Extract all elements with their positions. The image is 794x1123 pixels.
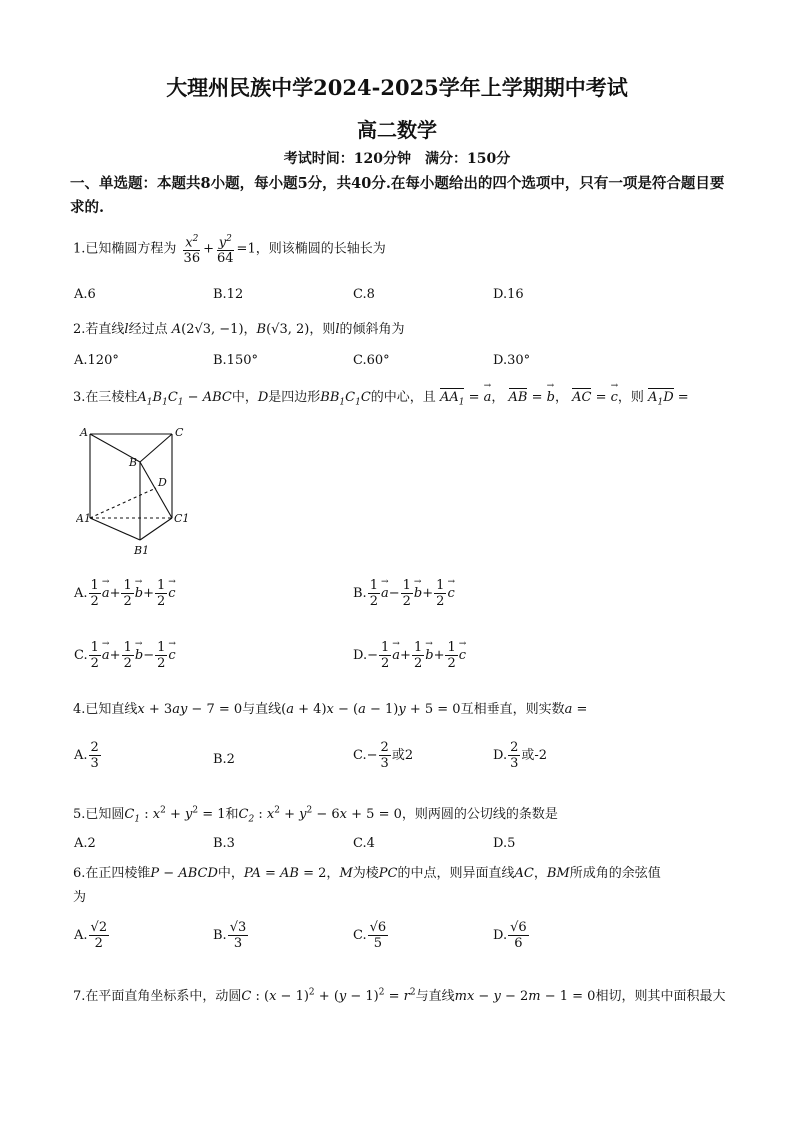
q5-prefix: 5.已知圆: [73, 807, 125, 822]
question-2: 2.若直线l经过点 A(2√3, −1)，B(√3, 2)，则l的倾斜角为: [73, 322, 405, 337]
q2-end: 的倾斜角为: [339, 322, 405, 337]
q4-prefix: 4.已知直线: [73, 702, 138, 717]
q6-mid4: 的中点，则异面直线: [397, 866, 515, 881]
q4-option-c[interactable]: C.− $\frac{2}{3}$ 或2: [353, 740, 414, 771]
q7-suffix: 相切，则其中面积最大: [595, 989, 726, 1004]
q3-prefix: 3.在三棱柱: [73, 390, 138, 405]
exam-title: 大理州民族中学2024-2025学年上学期期中考试: [166, 75, 628, 100]
q5-option-a[interactable]: A.2: [74, 836, 96, 851]
q4-suffix: 互相垂直，则实数: [460, 702, 565, 717]
q6-line1: 6.在正四棱锥: [73, 866, 151, 881]
q3-end: ，则: [617, 390, 644, 405]
q4-option-b[interactable]: B.2: [213, 752, 235, 767]
question-1: 1.已知椭圆方程为 $\frac{x^2}{36}$ + $\frac{y^2}{64}$ =1，则该椭圆的长轴长为: [73, 234, 386, 267]
q6-a-label: A.: [74, 928, 88, 943]
q6-mid6: 所成角的余弦值: [569, 866, 661, 881]
question-3: 3.在三棱柱$A_1B_1C_1$ − ABC中，D是四边形$BB_1C_1C$的中心，且 $AA_1$ = → a， AB = → b， AC = → c，则 $A_1D$ =: [73, 386, 689, 408]
q3-option-a[interactable]: A. $\frac{1}{2}$ → a+ $\frac{1}{2}$ → b+ $\frac{1}{2}$ → c: [74, 578, 176, 609]
section-heading: 一、单选题：本题共8小题，每小题5分，共40分.在每小题给出的四个选项中，只有一项是符合题目要求的.: [70, 175, 725, 216]
q6-mid1: 中，: [217, 866, 244, 881]
q6-option-c[interactable]: C. $\frac{√6}{5}$: [353, 920, 387, 951]
q1-option-b[interactable]: B.12: [213, 287, 244, 302]
q3-d-label: D.: [353, 648, 368, 663]
q5-option-d[interactable]: D.5: [493, 836, 516, 851]
question-4: 4.已知直线x + 3ay − 7 = 0与直线(a + 4)x − (a − 1)y + 5 = 0互相垂直，则实数a =: [73, 702, 588, 717]
q6-option-d[interactable]: D. $\frac{√6}{6}$: [493, 920, 527, 951]
q6-mid2: ，: [326, 866, 340, 881]
q3-mid2: 是四边形: [268, 390, 321, 405]
q7-mid: 与直线: [415, 989, 455, 1004]
q4-option-d[interactable]: D. $\frac{2}{3}$ 或-2: [493, 740, 548, 771]
q4-option-a[interactable]: A. $\frac{2}{3}$: [74, 740, 99, 771]
question-6-line-1: 6.在正四棱锥P − ABCD中，PA = AB = 2，M为棱PC的中点，则异面直线AC，BM所成角的余弦值: [73, 866, 661, 881]
q1-prefix: 1.已知椭圆方程为: [73, 241, 177, 257]
figure-label-a1: A1: [76, 512, 91, 525]
q2-prefix: 2.若直线: [73, 322, 125, 337]
q6-mid5: ，: [533, 866, 547, 881]
q6-d-label: D.: [493, 928, 508, 943]
q4-c-label: C.: [353, 748, 367, 763]
q2-suffix: ，则: [309, 322, 336, 337]
q6-b-label: B.: [213, 928, 227, 943]
q7-prefix: 7.在平面直角坐标系中，动圆: [73, 989, 242, 1004]
q4-d-or: 或-2: [521, 748, 548, 763]
q2-option-c[interactable]: C.60°: [353, 353, 390, 368]
q3-option-b[interactable]: B. $\frac{1}{2}$ → a− $\frac{1}{2}$ → b+ $\frac{1}{2}$ → c: [353, 578, 455, 609]
figure-label-c1: C1: [174, 512, 190, 525]
q4-c-or: 或2: [391, 748, 414, 763]
q3-c-label: C.: [74, 648, 88, 663]
q6-option-a[interactable]: A. $\frac{√2}{2}$: [74, 920, 108, 951]
figure-label-d: D: [158, 476, 167, 489]
q1-frac-x: $\frac{x^2}{36}$: [183, 234, 201, 267]
q5-option-c[interactable]: C.4: [353, 836, 375, 851]
exam-subject: 高二数学: [357, 118, 437, 142]
q2-option-d[interactable]: D.30°: [493, 353, 531, 368]
q5-suffix: ，则两圆的公切线的条数是: [401, 807, 558, 822]
q4-a-label: A.: [74, 748, 88, 763]
figure-label-b: B: [129, 456, 138, 469]
figure-label-c: C: [175, 426, 184, 439]
q4-mid: 与直线: [242, 702, 282, 717]
prism-figure: [76, 422, 196, 562]
q5-mid: 和: [225, 807, 239, 822]
q3-b-label: B.: [353, 586, 367, 601]
q1-option-c[interactable]: C.8: [353, 287, 375, 302]
q2-option-a[interactable]: A.120°: [74, 353, 119, 368]
q2-mid: 经过点: [128, 322, 168, 337]
figure-label-b1: B1: [134, 544, 150, 557]
q6-mid3: 为棱: [352, 866, 379, 881]
question-6-line-2: 为: [73, 890, 87, 905]
q6-option-b[interactable]: B. $\frac{√3}{3}$: [213, 920, 247, 951]
q1-option-a[interactable]: A.6: [74, 287, 96, 302]
q5-option-b[interactable]: B.3: [213, 836, 235, 851]
q1-option-d[interactable]: D.16: [493, 287, 524, 302]
q2-option-b[interactable]: B.150°: [213, 353, 258, 368]
q6-c-label: C.: [353, 928, 367, 943]
q3-a-label: A.: [74, 586, 88, 601]
q1-frac-y: $\frac{y^2}{64}$: [217, 234, 234, 267]
question-5: 5.已知圆$C_1$ : $x^2 + y^2 = 1$和$C_2$ : $x^2 + y^2 - 6x + 5 = 0$，则两圆的公切线的条数是: [73, 805, 558, 825]
q3-mid3: 的中心，且: [370, 390, 436, 405]
q3-mid1: 中，: [231, 390, 258, 405]
exam-info: 考试时间：120分钟 满分：150分: [283, 151, 511, 167]
q3-option-c[interactable]: C. $\frac{1}{2}$ → a+ $\frac{1}{2}$ → b− $\frac{1}{2}$ → c: [74, 640, 176, 671]
question-7: 7.在平面直角坐标系中，动圆C : $(x - 1)^2 + (y - 1)^2 = r^2$与直线mx − y − 2m − 1 = 0相切，则其中面积最大: [73, 987, 726, 1004]
q4-d-label: D.: [493, 748, 508, 763]
q1-suffix: ，则该椭圆的长轴长为: [255, 241, 386, 257]
figure-label-a: A: [80, 426, 88, 439]
q3-option-d[interactable]: D.− $\frac{1}{2}$ → a+ $\frac{1}{2}$ → b+ $\frac{1}{2}$ → c: [353, 640, 466, 671]
